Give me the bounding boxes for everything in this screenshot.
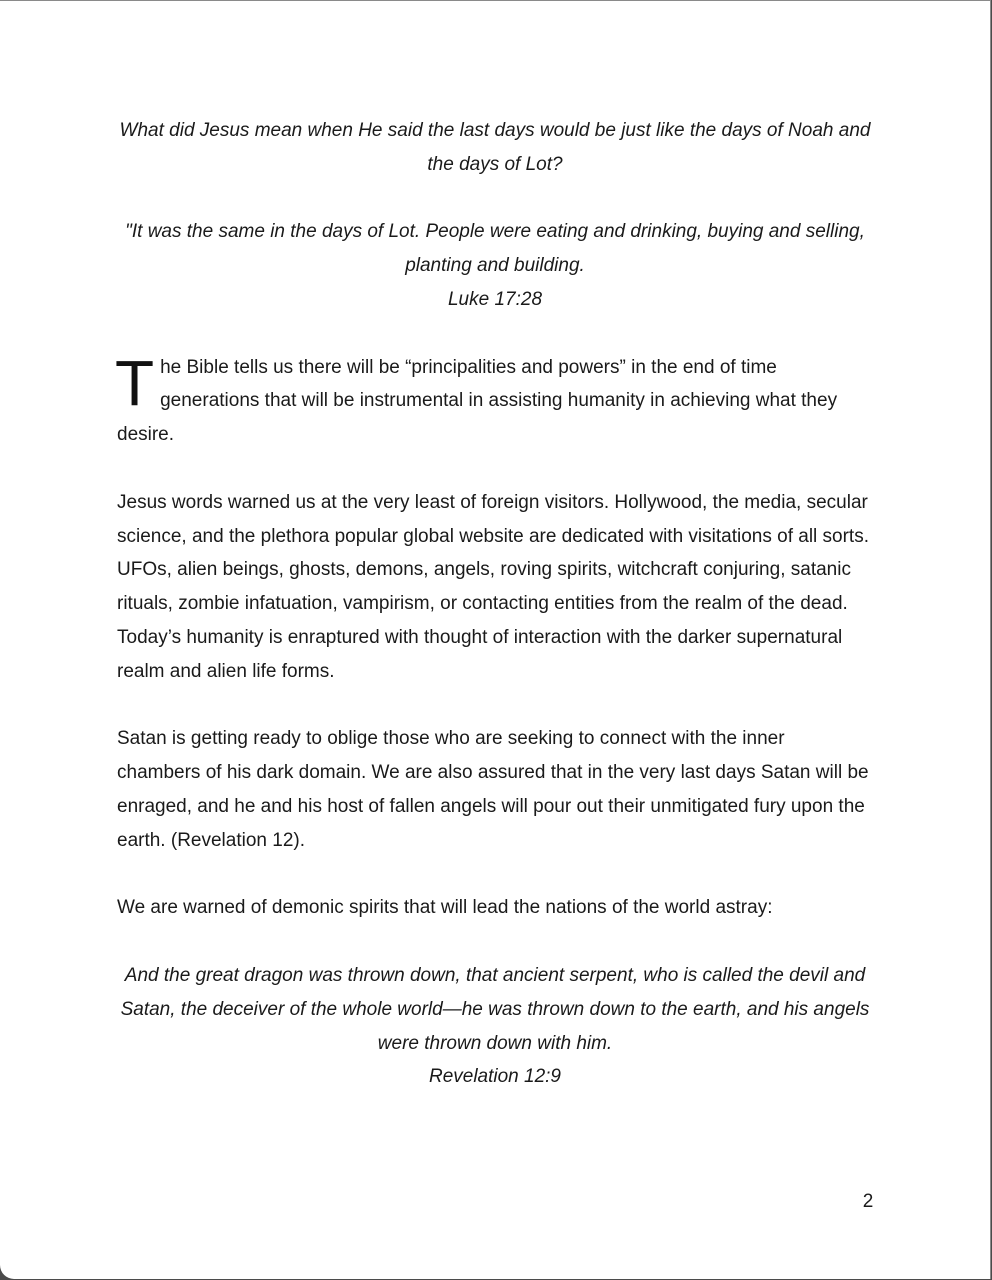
scripture-reference: Revelation 12:9 [428,1066,562,1088]
scripture-reference: Luke 17:28 [447,288,543,310]
spacer [117,452,873,486]
drop-cap: T [115,346,155,419]
paragraph-text: We are warned of demonic spirits that will lead the nations of the world astray: [117,897,773,919]
page-number: 2 [862,1191,874,1212]
paragraph-text: Satan is getting ready to oblige those who are seeking to connect with the inner chambers of his dark domain. We are also assured that in the very last days Satan will be enraged, and he and his host of fallen angels will pour out their unmitigated fury upon the earth. (Revelation 12). [117,728,869,851]
paragraph-foreign-visitors [117,486,873,689]
paragraph-principalities [115,346,873,452]
paragraph-text: Jesus words warned us at the very least of foreign visitors. Hollywood, the media, secular science, and the plethora popular global website are dedicated with visitations of all sorts. UFOs, alien beings, ghosts, demons, angels, roving spirits, witchcraft conjuring, satanic rituals, zombie infatuation, vampirism, or contacting entities from the realm of the dead. Today’s humanity is enraptured with thought of interaction with the darker supernatural realm and alien life forms. [117,491,869,682]
scripture-quote-text: "It was the same in the days of Lot. People were eating and drinking, buying and selling, planting and building. [125,221,865,277]
spacer [117,317,873,351]
spacer [117,689,873,723]
paragraph-text: he Bible tells us there will be “principalities and powers” in the end of time generations that will be instrumental in assisting humanity in achieving what they desire. [117,356,838,446]
page-content [117,114,873,1094]
scripture-quote-revelation [117,959,873,1094]
paragraph-demonic-spirits [117,891,873,925]
opening-question-text: What did Jesus mean when He said the last days would be just like the days of Noah and the days of Lot? [119,120,871,175]
spacer [117,858,873,892]
scripture-quote-luke [117,215,873,316]
spacer [117,182,873,216]
scripture-quote-text: And the great dragon was thrown down, that ancient serpent, who is called the devil and Satan, the deceiver of the whole world—he was thrown down to the earth, and his angels were thrown down with him. [120,964,870,1054]
paragraph-satan-oblige [117,722,873,857]
opening-question [117,114,873,182]
spacer [117,925,873,959]
